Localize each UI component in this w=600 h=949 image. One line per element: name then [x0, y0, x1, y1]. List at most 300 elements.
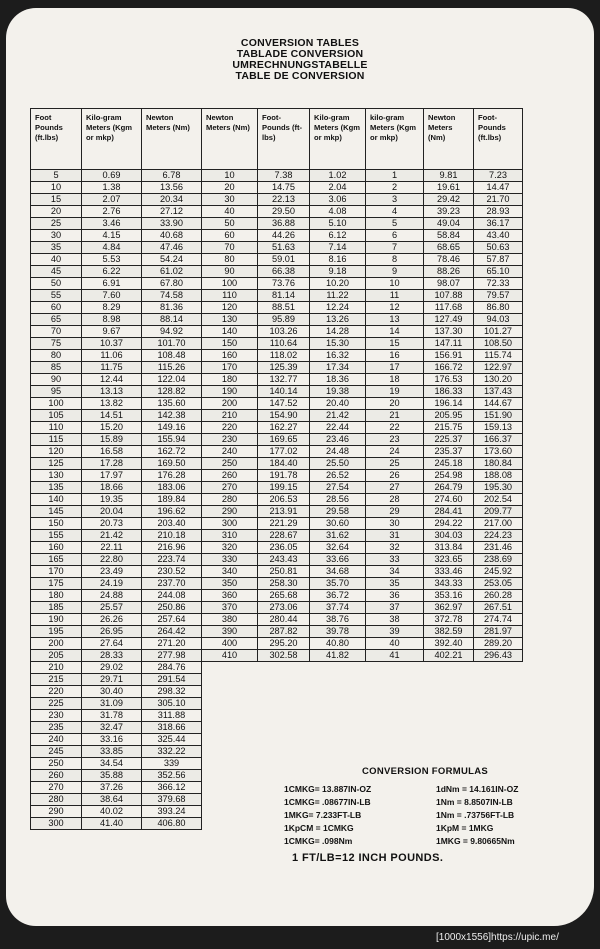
- table-cell: 220: [202, 422, 258, 434]
- table-cell: 40.80: [310, 638, 366, 650]
- table-cell: 144.67: [474, 398, 523, 410]
- table-cell: 237.70: [142, 578, 202, 590]
- table-cell: 23.49: [82, 566, 142, 578]
- table-cell: 372.78: [424, 614, 474, 626]
- table-cell: 115.74: [474, 350, 523, 362]
- table-row: [31, 254, 523, 266]
- table-cell: 260.28: [474, 590, 523, 602]
- table-cell: 29.02: [82, 662, 142, 674]
- table-row: [31, 182, 523, 194]
- empty-cell: [366, 698, 424, 710]
- table-cell: 105: [31, 410, 82, 422]
- empty-cell: [202, 794, 258, 806]
- table-cell: 150: [202, 338, 258, 350]
- table-cell: 10.20: [310, 278, 366, 290]
- table-cell: 14.28: [310, 326, 366, 338]
- watermark-url: [1000x1556]https://upic.me/: [436, 932, 559, 943]
- table-cell: 360: [202, 590, 258, 602]
- table-row: [31, 350, 523, 362]
- table-cell: 34.54: [82, 758, 142, 770]
- empty-cell: [310, 758, 366, 770]
- formula: 1KpM = 1MKG: [436, 823, 494, 833]
- table-cell: 298.32: [142, 686, 202, 698]
- table-cell: 325.44: [142, 734, 202, 746]
- table-cell: 253.05: [474, 578, 523, 590]
- empty-cell: [366, 686, 424, 698]
- table-cell: 189.84: [142, 494, 202, 506]
- table-row: [31, 362, 523, 374]
- table-cell: 28: [366, 494, 424, 506]
- col-header: Kilo-gram Meters (Kgm or mkp): [82, 109, 142, 170]
- table-cell: 30: [202, 194, 258, 206]
- table-cell: 90: [31, 374, 82, 386]
- table-cell: 228.67: [258, 530, 310, 542]
- table-cell: 150: [31, 518, 82, 530]
- table-body: [31, 170, 523, 830]
- table-cell: 294.22: [424, 518, 474, 530]
- table-cell: 8: [366, 254, 424, 266]
- table-cell: 19.61: [424, 182, 474, 194]
- table-cell: 196.14: [424, 398, 474, 410]
- table-row: [31, 626, 523, 638]
- table-row: [31, 674, 523, 686]
- table-cell: 61.02: [142, 266, 202, 278]
- table-cell: 343.33: [424, 578, 474, 590]
- table-cell: 51.63: [258, 242, 310, 254]
- empty-cell: [202, 734, 258, 746]
- table-cell: 169.50: [142, 458, 202, 470]
- table-cell: 284.76: [142, 662, 202, 674]
- table-cell: 40: [366, 638, 424, 650]
- formula: 1Nm = 8.8507IN-LB: [436, 797, 513, 807]
- table-cell: 15: [31, 194, 82, 206]
- table-cell: 162.72: [142, 446, 202, 458]
- table-cell: 38.76: [310, 614, 366, 626]
- table-cell: 2: [366, 182, 424, 194]
- table-row: [31, 710, 523, 722]
- table-cell: 118.02: [258, 350, 310, 362]
- table-cell: 186.33: [424, 386, 474, 398]
- table-cell: 23: [366, 434, 424, 446]
- empty-cell: [310, 674, 366, 686]
- table-cell: 320: [202, 542, 258, 554]
- table-cell: 120: [31, 446, 82, 458]
- table-row: [31, 698, 523, 710]
- table-cell: 6.91: [82, 278, 142, 290]
- table-cell: 100: [31, 398, 82, 410]
- empty-cell: [366, 746, 424, 758]
- table-cell: 107.88: [424, 290, 474, 302]
- table-cell: 295.20: [258, 638, 310, 650]
- table-cell: 34: [366, 566, 424, 578]
- col-header: kilo-gram Meters (Kgm or mkp): [366, 109, 424, 170]
- table-cell: 45: [31, 266, 82, 278]
- empty-cell: [202, 782, 258, 794]
- table-cell: 117.68: [424, 302, 474, 314]
- table-row: [31, 686, 523, 698]
- empty-cell: [424, 698, 474, 710]
- table-cell: 270: [31, 782, 82, 794]
- table-cell: 154.90: [258, 410, 310, 422]
- empty-cell: [202, 758, 258, 770]
- table-cell: 80: [31, 350, 82, 362]
- table-cell: 33.66: [310, 554, 366, 566]
- table-cell: 176.53: [424, 374, 474, 386]
- table-cell: 217.00: [474, 518, 523, 530]
- table-cell: 3: [366, 194, 424, 206]
- table-cell: 31.09: [82, 698, 142, 710]
- table-cell: 37.26: [82, 782, 142, 794]
- table-cell: 28.93: [474, 206, 523, 218]
- table-cell: 20: [366, 398, 424, 410]
- table-cell: 72.33: [474, 278, 523, 290]
- table-cell: 29: [366, 506, 424, 518]
- table-cell: 1.02: [310, 170, 366, 182]
- table-cell: 49.04: [424, 218, 474, 230]
- table-cell: 15.89: [82, 434, 142, 446]
- table-cell: 29.50: [258, 206, 310, 218]
- table-cell: 289.20: [474, 638, 523, 650]
- table-cell: 135.60: [142, 398, 202, 410]
- table-cell: 280: [31, 794, 82, 806]
- table-cell: 40.68: [142, 230, 202, 242]
- empty-cell: [310, 710, 366, 722]
- table-cell: 44.26: [258, 230, 310, 242]
- table-cell: 300: [202, 518, 258, 530]
- empty-cell: [258, 770, 310, 782]
- table-cell: 280: [202, 494, 258, 506]
- empty-cell: [258, 758, 310, 770]
- table-row: [31, 506, 523, 518]
- table-row: [31, 554, 523, 566]
- table-cell: 17.97: [82, 470, 142, 482]
- empty-cell: [474, 710, 523, 722]
- empty-cell: [424, 734, 474, 746]
- table-cell: 122.97: [474, 362, 523, 374]
- table-cell: 108.48: [142, 350, 202, 362]
- table-row: [31, 614, 523, 626]
- table-cell: 352.56: [142, 770, 202, 782]
- table-cell: 313.84: [424, 542, 474, 554]
- table-cell: 300: [31, 818, 82, 830]
- table-cell: 170: [202, 362, 258, 374]
- table-row: [31, 662, 523, 674]
- table-cell: 26.95: [82, 626, 142, 638]
- table-cell: 250.86: [142, 602, 202, 614]
- empty-cell: [310, 698, 366, 710]
- table-cell: 27: [366, 482, 424, 494]
- table-cell: 16.32: [310, 350, 366, 362]
- table-cell: 22: [366, 422, 424, 434]
- table-row: [31, 602, 523, 614]
- table-cell: 203.40: [142, 518, 202, 530]
- col-header: Foot Pounds (ft.lbs): [31, 109, 82, 170]
- table-cell: 215.75: [424, 422, 474, 434]
- table-cell: 5.10: [310, 218, 366, 230]
- table-cell: 273.06: [258, 602, 310, 614]
- table-cell: 66.38: [258, 266, 310, 278]
- table-cell: 39.23: [424, 206, 474, 218]
- table-cell: 140: [31, 494, 82, 506]
- empty-cell: [424, 710, 474, 722]
- empty-cell: [310, 662, 366, 674]
- table-cell: 25: [366, 458, 424, 470]
- table-row: [31, 230, 523, 242]
- table-cell: 81.36: [142, 302, 202, 314]
- table-cell: 284.41: [424, 506, 474, 518]
- table-cell: 79.57: [474, 290, 523, 302]
- table-cell: 210.18: [142, 530, 202, 542]
- table-row: [31, 590, 523, 602]
- table-cell: 4.08: [310, 206, 366, 218]
- table-cell: 16: [366, 350, 424, 362]
- table-cell: 41.40: [82, 818, 142, 830]
- table-cell: 13.26: [310, 314, 366, 326]
- table-cell: 33: [366, 554, 424, 566]
- table-cell: 65.10: [474, 266, 523, 278]
- empty-cell: [310, 686, 366, 698]
- table-cell: 26: [366, 470, 424, 482]
- table-cell: 225: [31, 698, 82, 710]
- table-cell: 33.85: [82, 746, 142, 758]
- table-cell: 30.60: [310, 518, 366, 530]
- table-cell: 21.70: [474, 194, 523, 206]
- table-cell: 264.42: [142, 626, 202, 638]
- table-cell: 15.30: [310, 338, 366, 350]
- table-cell: 250: [202, 458, 258, 470]
- table-cell: 180: [31, 590, 82, 602]
- table-cell: 318.66: [142, 722, 202, 734]
- table-cell: 238.69: [474, 554, 523, 566]
- table-cell: 75: [31, 338, 82, 350]
- table-row: [31, 530, 523, 542]
- table-cell: 81.14: [258, 290, 310, 302]
- table-cell: 206.53: [258, 494, 310, 506]
- table-cell: 410: [202, 650, 258, 662]
- table-cell: 54.24: [142, 254, 202, 266]
- table-cell: 35.70: [310, 578, 366, 590]
- table-cell: 3.46: [82, 218, 142, 230]
- table-cell: 65: [31, 314, 82, 326]
- table-cell: 19.38: [310, 386, 366, 398]
- table-cell: 406.80: [142, 818, 202, 830]
- table-cell: 13.13: [82, 386, 142, 398]
- empty-cell: [474, 698, 523, 710]
- empty-cell: [474, 662, 523, 674]
- table-cell: 50.63: [474, 242, 523, 254]
- table-cell: 257.64: [142, 614, 202, 626]
- table-row: [31, 494, 523, 506]
- table-row: [31, 374, 523, 386]
- empty-cell: [366, 674, 424, 686]
- table-cell: 362.97: [424, 602, 474, 614]
- table-cell: 35: [31, 242, 82, 254]
- table-cell: 28.56: [310, 494, 366, 506]
- table-cell: 250: [31, 758, 82, 770]
- table-cell: 280.44: [258, 614, 310, 626]
- table-cell: 6.78: [142, 170, 202, 182]
- table-cell: 13.56: [142, 182, 202, 194]
- table-cell: 13.82: [82, 398, 142, 410]
- table-cell: 30: [366, 518, 424, 530]
- table-cell: 147.11: [424, 338, 474, 350]
- table-cell: 14.75: [258, 182, 310, 194]
- empty-cell: [258, 722, 310, 734]
- table-cell: 254.98: [424, 470, 474, 482]
- table-cell: 125.39: [258, 362, 310, 374]
- empty-cell: [202, 818, 258, 830]
- table-cell: 18.36: [310, 374, 366, 386]
- table-cell: 30: [31, 230, 82, 242]
- table-cell: 366.12: [142, 782, 202, 794]
- table-cell: 73.76: [258, 278, 310, 290]
- table-cell: 37: [366, 602, 424, 614]
- table-cell: 95: [31, 386, 82, 398]
- table-cell: 7: [366, 242, 424, 254]
- table-cell: 27.64: [82, 638, 142, 650]
- table-cell: 8.98: [82, 314, 142, 326]
- table-cell: 137.43: [474, 386, 523, 398]
- table-row: [31, 218, 523, 230]
- table-cell: 20: [202, 182, 258, 194]
- table-cell: 281.97: [474, 626, 523, 638]
- col-header: Foot-Pounds (ft-lbs): [258, 109, 310, 170]
- table-row: [31, 242, 523, 254]
- table-cell: 10: [31, 182, 82, 194]
- empty-cell: [258, 734, 310, 746]
- table-cell: 6.22: [82, 266, 142, 278]
- table-row: [31, 542, 523, 554]
- table-cell: 88.14: [142, 314, 202, 326]
- table-cell: 13: [366, 314, 424, 326]
- table-cell: 18: [366, 374, 424, 386]
- table-row: [31, 578, 523, 590]
- table-cell: 37.74: [310, 602, 366, 614]
- table-row: [31, 302, 523, 314]
- table-row: [31, 326, 523, 338]
- table-cell: 245: [31, 746, 82, 758]
- table-cell: 205: [31, 650, 82, 662]
- table-cell: 223.74: [142, 554, 202, 566]
- empty-cell: [474, 746, 523, 758]
- formula: 1CMKG= .098Nm: [284, 836, 353, 846]
- table-cell: 22.11: [82, 542, 142, 554]
- table-cell: 199.15: [258, 482, 310, 494]
- table-cell: 15: [366, 338, 424, 350]
- empty-cell: [258, 686, 310, 698]
- table-cell: 230.52: [142, 566, 202, 578]
- table-cell: 125: [31, 458, 82, 470]
- table-cell: 122.04: [142, 374, 202, 386]
- empty-cell: [202, 746, 258, 758]
- table-cell: 34.68: [310, 566, 366, 578]
- table-cell: 240: [202, 446, 258, 458]
- table-cell: 38: [366, 614, 424, 626]
- empty-cell: [258, 662, 310, 674]
- table-cell: 271.20: [142, 638, 202, 650]
- table-cell: 20.73: [82, 518, 142, 530]
- table-cell: 16.58: [82, 446, 142, 458]
- table-cell: 9: [366, 266, 424, 278]
- table-cell: 43.40: [474, 230, 523, 242]
- table-cell: 340: [202, 566, 258, 578]
- formula: 1dNm = 14.161IN-OZ: [436, 784, 519, 794]
- table-cell: 332.22: [142, 746, 202, 758]
- empty-cell: [202, 698, 258, 710]
- table-cell: 215: [31, 674, 82, 686]
- table-cell: 27.54: [310, 482, 366, 494]
- table-cell: 0.69: [82, 170, 142, 182]
- empty-cell: [424, 686, 474, 698]
- table-cell: 132.77: [258, 374, 310, 386]
- table-cell: 290: [31, 806, 82, 818]
- table-cell: 296.43: [474, 650, 523, 662]
- table-cell: 60: [31, 302, 82, 314]
- table-cell: 130: [202, 314, 258, 326]
- table-cell: 135: [31, 482, 82, 494]
- table-row: [31, 650, 523, 662]
- formula: 1MKG= 7.233FT-LB: [284, 810, 362, 820]
- title-en: CONVERSION TABLES: [240, 37, 360, 49]
- table-cell: 68.65: [424, 242, 474, 254]
- table-cell: 175: [31, 578, 82, 590]
- table-cell: 74.58: [142, 290, 202, 302]
- table-cell: 151.90: [474, 410, 523, 422]
- table-cell: 31.78: [82, 710, 142, 722]
- table-cell: 210: [202, 410, 258, 422]
- col-header: Kilo-gram Meters (Kgm or mkp): [310, 109, 366, 170]
- table-cell: 173.60: [474, 446, 523, 458]
- table-cell: 155.94: [142, 434, 202, 446]
- table-cell: 70: [202, 242, 258, 254]
- table-cell: 9.81: [424, 170, 474, 182]
- table-cell: 40: [31, 254, 82, 266]
- table-cell: 31.62: [310, 530, 366, 542]
- title-es: TABLADE CONVERSION: [236, 48, 364, 60]
- table-cell: 15.20: [82, 422, 142, 434]
- table-cell: 130.20: [474, 374, 523, 386]
- table-cell: 311.88: [142, 710, 202, 722]
- table-cell: 12.44: [82, 374, 142, 386]
- table-cell: 402.21: [424, 650, 474, 662]
- table-cell: 11.06: [82, 350, 142, 362]
- table-cell: 1: [366, 170, 424, 182]
- empty-cell: [310, 722, 366, 734]
- table-cell: 166.72: [424, 362, 474, 374]
- empty-cell: [202, 722, 258, 734]
- table-cell: 17: [366, 362, 424, 374]
- table-cell: 216.96: [142, 542, 202, 554]
- table-cell: 400: [202, 638, 258, 650]
- table-row: [31, 410, 523, 422]
- table-cell: 140.14: [258, 386, 310, 398]
- table-cell: 20.04: [82, 506, 142, 518]
- table-cell: 24.88: [82, 590, 142, 602]
- table-cell: 8.29: [82, 302, 142, 314]
- table-cell: 165: [31, 554, 82, 566]
- table-cell: 55: [31, 290, 82, 302]
- table-cell: 190: [202, 386, 258, 398]
- table-cell: 183.06: [142, 482, 202, 494]
- table-cell: 200: [202, 398, 258, 410]
- table-cell: 58.84: [424, 230, 474, 242]
- empty-cell: [310, 734, 366, 746]
- table-cell: 169.65: [258, 434, 310, 446]
- table-cell: 5: [31, 170, 82, 182]
- table-row: [31, 482, 523, 494]
- table-cell: 180: [202, 374, 258, 386]
- table-row: [31, 446, 523, 458]
